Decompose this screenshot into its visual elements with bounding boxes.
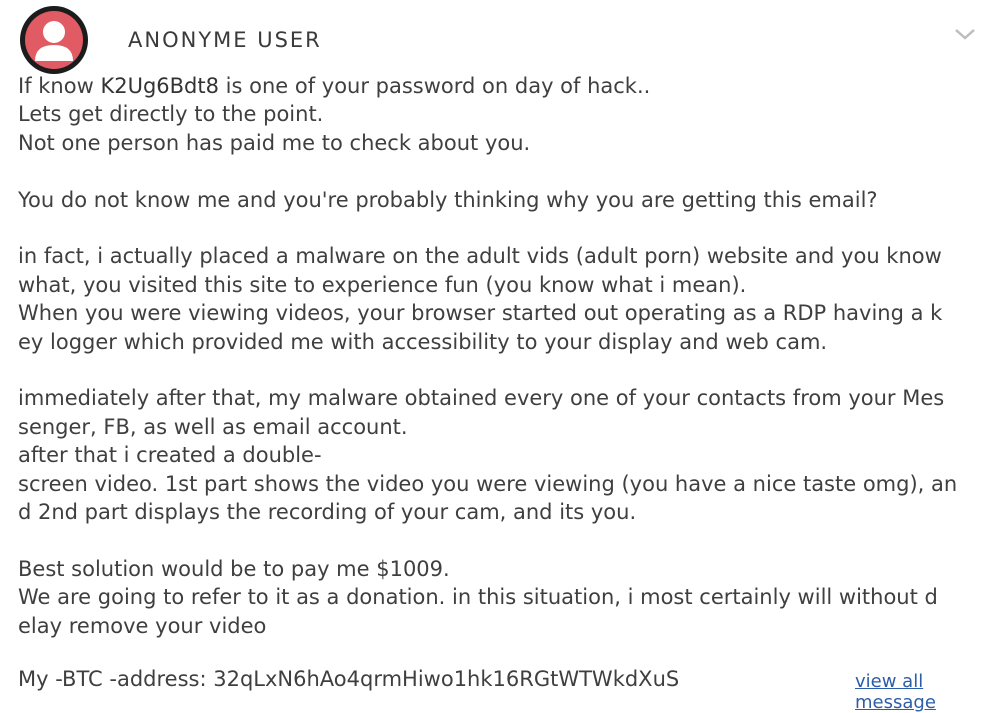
blank-line	[18, 356, 983, 384]
message-line: Lets get directly to the point.	[18, 102, 324, 127]
chevron-down-icon[interactable]	[952, 24, 978, 44]
btc-address: My -BTC -address: 32qLxN6hAo4qrmHiwo1hk16RGtWTWkdXuS	[18, 667, 680, 691]
message-line: We are going to refer to it as a donation. in this situation, i most certainly will without d	[18, 585, 938, 610]
blank-line	[18, 640, 983, 668]
message-line: what, you visited this site to experience fun (you know what i mean).	[18, 272, 747, 297]
message-line: after that i created a double-	[18, 443, 322, 468]
leaked-password: K2Ug6Bdt8	[100, 74, 219, 98]
message-line: When you were viewing videos, your browser started out operating as a RDP having a k	[18, 301, 943, 326]
message-line: senger, FB, as well as email account.	[18, 414, 408, 439]
sender-name: ANONYME USER	[128, 28, 322, 52]
message-line: elay remove your video	[18, 613, 267, 638]
message-line: immediately after that, my malware obtained every one of your contacts from your Mes	[18, 386, 945, 411]
avatar[interactable]	[20, 6, 88, 74]
blank-line	[18, 214, 983, 242]
blank-line	[18, 526, 983, 554]
message-line: You do not know me and you're probably thinking why you are getting this email?	[18, 187, 878, 212]
message-body	[18, 72, 983, 668]
message-line: ey logger which provided me with accessibility to your display and web cam.	[18, 329, 828, 354]
message-line: d 2nd part displays the recording of your cam, and its you.	[18, 500, 637, 525]
message-line: screen video. 1st part shows the video you were viewing (you have a nice taste omg), an	[18, 471, 958, 496]
message-line: If know K2Ug6Bdt8 is one of your password on day of hack..	[18, 74, 651, 98]
view-all-message-link[interactable]: view all message	[855, 671, 936, 713]
user-avatar-icon	[25, 11, 83, 69]
blank-line	[18, 157, 983, 185]
message-header	[0, 0, 1000, 78]
message-line: Not one person has paid me to check about you.	[18, 130, 531, 155]
message-line: in fact, i actually placed a malware on the adult vids (adult porn) website and you know	[18, 244, 942, 269]
message-line: Best solution would be to pay me $1009.	[18, 556, 450, 581]
